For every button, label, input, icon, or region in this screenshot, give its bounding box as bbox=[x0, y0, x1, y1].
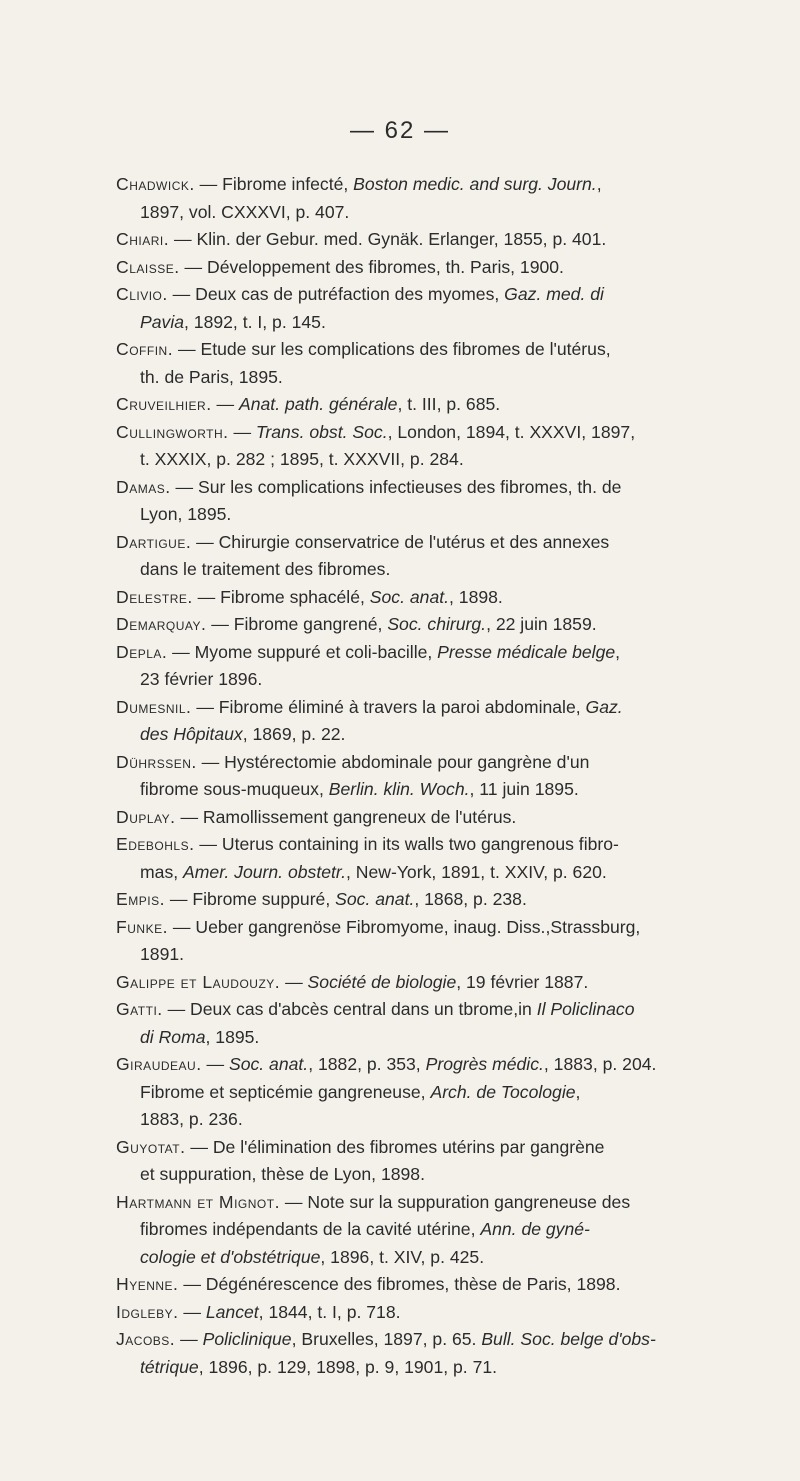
bib-entry bbox=[116, 584, 766, 612]
bib-title: Presse médicale belge bbox=[437, 641, 616, 662]
bib-line bbox=[116, 254, 766, 282]
bib-text: , 11 juin 1895. bbox=[469, 779, 579, 799]
bib-text: — bbox=[285, 971, 308, 992]
bib-text: , bbox=[615, 641, 621, 662]
bib-text: — Ueber gangrenöse Fibromyome, inaug. Diss.,Strassburg, bbox=[172, 916, 641, 937]
bib-author: Duplay. bbox=[116, 806, 176, 827]
bib-entry bbox=[116, 1271, 766, 1299]
bib-text: , bbox=[575, 1081, 581, 1102]
bib-line bbox=[116, 721, 766, 749]
bib-text: — Etude sur les complications des fibromes de l'utérus, bbox=[177, 339, 611, 359]
bib-text: 1891. bbox=[140, 944, 185, 964]
bib-author: Dumesnil. bbox=[116, 696, 192, 717]
bib-title: Berlin. klin. Woch. bbox=[328, 779, 470, 799]
bib-text: — bbox=[233, 421, 256, 442]
bib-author: Hyenne. bbox=[116, 1274, 179, 1294]
bib-line bbox=[116, 694, 766, 722]
bib-line bbox=[116, 1299, 766, 1327]
bib-text: — Développement des fibromes, th. Paris, 1900. bbox=[184, 256, 564, 277]
bib-text: , 1844, t. I, p. 718. bbox=[258, 1301, 401, 1322]
bib-text: , t. III, p. 685. bbox=[397, 394, 501, 414]
bib-text: , 1882, p. 353, bbox=[308, 1054, 426, 1074]
bib-line bbox=[116, 171, 766, 199]
bib-author: Giraudeau. bbox=[116, 1054, 202, 1074]
bib-text: — Fibrome suppuré, bbox=[169, 889, 336, 909]
bib-line bbox=[116, 1244, 766, 1272]
bib-line bbox=[116, 1216, 766, 1244]
bib-text: , 1869, p. 22. bbox=[242, 724, 346, 744]
bib-text: , New-York, 1891, t. XXIV, p. 620. bbox=[345, 861, 607, 882]
bib-title: Soc. anat. bbox=[335, 889, 415, 909]
bib-text: t. XXXIX, p. 282 ; 1895, t. XXXVII, p. 284. bbox=[140, 449, 464, 469]
bib-text: — Ramollissement gangreneux de l'utérus. bbox=[180, 806, 517, 827]
bib-text: — Myome suppuré et coli-bacille, bbox=[172, 641, 438, 662]
bib-line bbox=[116, 1024, 766, 1052]
bib-author: Dührssen. bbox=[116, 751, 197, 772]
bib-line bbox=[116, 226, 766, 254]
bib-title: Anat. path. générale bbox=[239, 394, 398, 414]
bib-title: Progrès médic. bbox=[425, 1054, 544, 1074]
bib-line bbox=[116, 969, 766, 997]
bib-entry bbox=[116, 804, 766, 832]
bib-author: Guyotat. bbox=[116, 1136, 186, 1157]
page-number: — 62 — bbox=[349, 117, 451, 144]
bib-text: 1897, vol. CXXXVI, p. 407. bbox=[140, 201, 350, 222]
bib-text: — Dégénérescence des fibromes, thèse de Paris, 1898. bbox=[183, 1274, 621, 1294]
bib-line bbox=[116, 1354, 766, 1382]
bib-entry bbox=[116, 694, 766, 749]
bib-author: Gatti. bbox=[116, 999, 163, 1019]
bib-text: 1883, p. 236. bbox=[140, 1109, 243, 1129]
bib-entry bbox=[116, 529, 766, 584]
bib-text: , 19 février 1887. bbox=[456, 971, 589, 992]
bib-line bbox=[116, 474, 766, 502]
bib-entry bbox=[116, 749, 766, 804]
bib-author: Chiari. bbox=[116, 229, 170, 249]
bib-entry bbox=[116, 336, 766, 391]
bib-entry bbox=[116, 996, 766, 1051]
bib-line bbox=[116, 941, 766, 969]
bib-text: , 1898. bbox=[449, 586, 503, 607]
bib-title: Soc. anat. bbox=[228, 1054, 309, 1074]
bib-line bbox=[116, 501, 766, 529]
bibliography-list bbox=[116, 171, 766, 1381]
bib-text: — Uterus containing in its walls two gangrenous fibro- bbox=[199, 834, 619, 854]
bib-text: — Fibrome éliminé à travers la paroi abdominale, bbox=[196, 696, 586, 717]
bib-line bbox=[116, 364, 766, 392]
bib-text: 23 février 1896. bbox=[140, 669, 263, 689]
bib-text: — bbox=[180, 1329, 203, 1349]
bib-title: cologie et d'obstétrique bbox=[140, 1246, 321, 1267]
bib-author: Edebohls. bbox=[116, 834, 195, 854]
bib-text: — Deux cas d'abcès central dans un tbrome,in bbox=[167, 999, 537, 1019]
bib-text: — Note sur la suppuration gangreneuse des bbox=[284, 1191, 631, 1212]
bib-entry bbox=[116, 969, 766, 997]
bib-line bbox=[116, 584, 766, 612]
bib-line bbox=[116, 309, 766, 337]
bib-text: , 1868, p. 238. bbox=[414, 889, 527, 909]
bib-entry bbox=[116, 1299, 766, 1327]
bib-line bbox=[116, 1106, 766, 1134]
bib-line bbox=[116, 1326, 766, 1354]
bib-line bbox=[116, 666, 766, 694]
bib-entry bbox=[116, 419, 766, 474]
bib-title: Ann. de gyné- bbox=[480, 1219, 590, 1239]
bib-text: et suppuration, thèse de Lyon, 1898. bbox=[140, 1164, 425, 1184]
bib-line bbox=[116, 1079, 766, 1107]
bib-entry bbox=[116, 1189, 766, 1272]
bib-text: , 1896, p. 129, 1898, p. 9, 1901, p. 71. bbox=[198, 1356, 498, 1377]
bib-entry bbox=[116, 281, 766, 336]
bib-text: dans le traitement des fibromes. bbox=[140, 559, 391, 579]
bib-author: Dartigue. bbox=[116, 531, 192, 552]
bib-text: th. de Paris, 1895. bbox=[140, 366, 283, 387]
bib-text: , London, 1894, t. XXXVI, 1897, bbox=[387, 421, 636, 442]
bib-text: — Sur les complications infectieuses des fibromes, th. de bbox=[175, 476, 622, 497]
bib-title: Lancet bbox=[205, 1301, 259, 1322]
bib-text: , 1895. bbox=[205, 1026, 260, 1047]
bib-text: — Hystérectomie abdominale pour gangrène d'un bbox=[201, 751, 590, 772]
bib-text: , bbox=[596, 174, 602, 194]
bib-entry bbox=[116, 391, 766, 419]
bib-line bbox=[116, 804, 766, 832]
bib-entry bbox=[116, 886, 766, 914]
bib-text: Fibrome et septicémie gangreneuse, bbox=[140, 1081, 431, 1102]
bib-author: Empis. bbox=[116, 889, 165, 909]
bib-title: Société de biologie bbox=[307, 971, 457, 992]
bib-title: Boston medic. and surg. Journ. bbox=[353, 174, 597, 194]
bib-author: Damas. bbox=[116, 476, 171, 497]
bib-text: — bbox=[216, 394, 239, 414]
bib-author: Coffin. bbox=[116, 339, 174, 359]
bib-text: mas, bbox=[140, 861, 184, 882]
bib-title: tétrique bbox=[140, 1356, 199, 1377]
bib-entry bbox=[116, 171, 766, 226]
bib-line bbox=[116, 776, 766, 804]
bib-author: Hartmann et Mignot. bbox=[116, 1191, 280, 1212]
bib-text: fibromes indépendants de la cavité utérine, bbox=[140, 1219, 481, 1239]
bib-title: Il Policlinaco bbox=[536, 999, 635, 1019]
bib-line bbox=[116, 611, 766, 639]
bib-author: Cruveilhier. bbox=[116, 394, 212, 414]
bib-author: Idgleby. bbox=[116, 1301, 179, 1322]
bib-author: Delestre. bbox=[116, 586, 193, 607]
bib-title: Policlinique bbox=[202, 1329, 292, 1349]
bib-author: Cullingworth. bbox=[116, 421, 229, 442]
bib-author: Clivio. bbox=[116, 284, 168, 304]
bib-line bbox=[116, 1189, 766, 1217]
bib-entry bbox=[116, 226, 766, 254]
bib-author: Funke. bbox=[116, 916, 168, 937]
bib-text: , 1896, t. XIV, p. 425. bbox=[320, 1246, 485, 1267]
bib-line bbox=[116, 859, 766, 887]
bib-line bbox=[116, 1271, 766, 1299]
bib-text: — Fibrome gangrené, bbox=[211, 614, 388, 634]
bib-title: des Hôpitaux bbox=[140, 724, 243, 744]
bib-title: Soc. anat. bbox=[369, 586, 450, 607]
bib-line bbox=[116, 556, 766, 584]
bib-line bbox=[116, 391, 766, 419]
bib-entry bbox=[116, 1134, 766, 1189]
bib-line bbox=[116, 886, 766, 914]
bib-author: Depla. bbox=[116, 641, 168, 662]
bib-title: Arch. de Tocologie bbox=[430, 1081, 576, 1102]
bib-author: Chadwick. bbox=[116, 174, 195, 194]
bib-author: Demarquay. bbox=[116, 614, 207, 634]
bib-entry bbox=[116, 914, 766, 969]
bib-text: , Bruxelles, 1897, p. 65. bbox=[291, 1329, 482, 1349]
bib-line bbox=[116, 1051, 766, 1079]
bib-text: — Fibrome sphacélé, bbox=[197, 586, 370, 607]
bib-line bbox=[116, 996, 766, 1024]
bib-entry bbox=[116, 474, 766, 529]
bib-text: — De l'élimination des fibromes utérins par gangrène bbox=[190, 1136, 605, 1157]
bib-line bbox=[116, 529, 766, 557]
bib-text: — bbox=[183, 1301, 206, 1322]
bib-line bbox=[116, 639, 766, 667]
bib-title: di Roma bbox=[140, 1026, 206, 1047]
bib-author: Galippe et Laudouzy. bbox=[116, 971, 281, 992]
bib-entry bbox=[116, 831, 766, 886]
bib-author: Jacobs. bbox=[116, 1329, 176, 1349]
bib-title: Trans. obst. Soc. bbox=[255, 421, 388, 442]
bib-entry bbox=[116, 1326, 766, 1381]
bib-title: Soc. chirurg. bbox=[387, 614, 487, 634]
bib-line bbox=[116, 419, 766, 447]
bib-text: — Chirurgie conservatrice de l'utérus et des annexes bbox=[196, 531, 610, 552]
bib-text: Lyon, 1895. bbox=[140, 504, 232, 524]
bib-text: fibrome sous-muqueux, bbox=[140, 779, 329, 799]
bib-line bbox=[116, 831, 766, 859]
bib-line bbox=[116, 914, 766, 942]
bib-text: , 1892, t. I, p. 145. bbox=[184, 311, 326, 332]
bib-line bbox=[116, 199, 766, 227]
bib-title: Gaz. bbox=[585, 696, 623, 717]
bib-text: — bbox=[206, 1054, 229, 1074]
bib-line bbox=[116, 749, 766, 777]
bib-title: Pavia bbox=[140, 311, 185, 332]
bib-title: Bull. Soc. belge d'obs- bbox=[481, 1329, 656, 1349]
bib-entry bbox=[116, 639, 766, 694]
bib-text: — Klin. der Gebur. med. Gynäk. Erlanger, 1855, p. 401. bbox=[174, 229, 607, 249]
bib-line bbox=[116, 281, 766, 309]
bib-text: , 22 juin 1859. bbox=[486, 614, 597, 634]
bib-line bbox=[116, 446, 766, 474]
bib-line bbox=[116, 336, 766, 364]
bib-text: , 1883, p. 204. bbox=[543, 1054, 657, 1074]
bib-title: Amer. Journ. obstetr. bbox=[183, 861, 346, 882]
bib-entry bbox=[116, 254, 766, 282]
bib-author: Claisse. bbox=[116, 256, 180, 277]
bib-entry bbox=[116, 611, 766, 639]
bib-text: — Fibrome infecté, bbox=[199, 174, 354, 194]
bib-text: — Deux cas de putréfaction des myomes, bbox=[172, 284, 505, 304]
bib-entry bbox=[116, 1051, 766, 1134]
bib-line bbox=[116, 1161, 766, 1189]
bib-line bbox=[116, 1134, 766, 1162]
bib-title: Gaz. med. di bbox=[504, 284, 604, 304]
